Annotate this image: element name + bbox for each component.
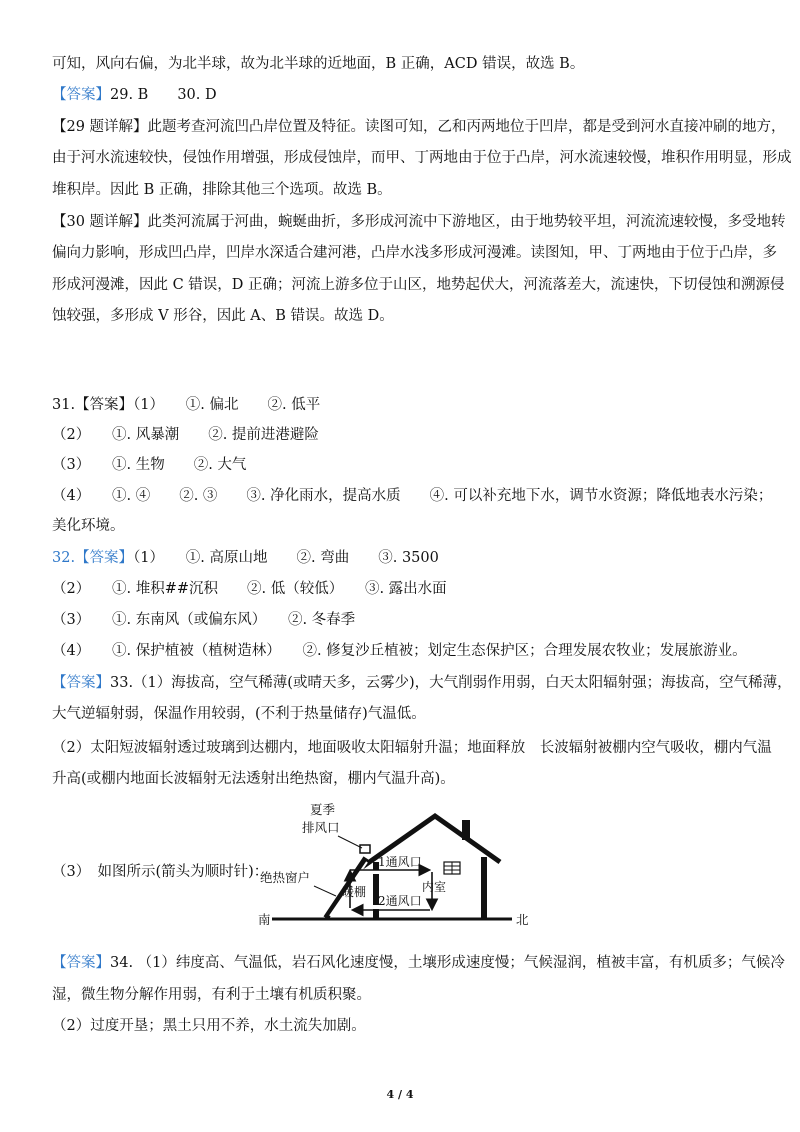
page-number: 4 / 4	[386, 1088, 414, 1101]
label-north: 北	[516, 912, 529, 927]
answer-line: 【答案】34. （1）纬度高、气温低，岩石风化速度慢，土壤形成速度慢；气候湿润，植被丰富，有机质多；气候冷	[52, 955, 785, 971]
greenhouse-diagram	[250, 800, 540, 928]
text-line: 【30 题详解】此类河流属于河曲，蜿蜒曲折，多形成河流中下游地区，由于地势较平坦，河流流速较慢，多受地转	[52, 214, 786, 230]
text-line: （4） ①. 保护植被（植树造林） ②. 修复沙丘植被；划定生态保护区；合理发展农牧业；发展旅游业。	[52, 643, 747, 659]
text-line: 【29 题详解】此题考查河流凹凸岸位置及特征。读图可知，乙和丙两地位于凹岸，都是受到河水直接冲刷的地方，	[52, 119, 786, 135]
text-line: 美化环境。	[52, 518, 125, 534]
text-line: 形成河漫滩，因此 C 错误，D 正确；河流上游多位于山区，地势起伏大，河流落差大，流速快，下切侵蚀和溯源侵	[52, 277, 785, 293]
answer-line: 【答案】29. B 30. D	[52, 87, 217, 103]
text-line: 偏向力影响，形成凹凸岸，凹岸水深适合建河港，凸岸水浅多形成河漫滩。读图知，甲、丁两地由于位于凸岸，多	[52, 245, 777, 261]
text-line: （2）过度开垦；黑土只用不养，水土流失加剧。	[52, 1018, 366, 1034]
label-summer: 夏季	[310, 802, 336, 817]
text-line: （2） ①. 堆积##沉积 ②. 低（较低） ③. 露出水面	[52, 581, 447, 597]
text-line: （3） ①. 东南风（或偏东风） ②. 冬春季	[52, 612, 356, 628]
chimney	[462, 820, 470, 840]
text-line: （2） ①. 风暴潮 ②. 提前进港避险	[52, 427, 319, 443]
answer-line: 32.【答案】（1） ①. 高原山地 ②. 弯曲 ③. 3500	[52, 550, 439, 566]
text-line: 升高(或棚内地面长波辐射无法透射出绝热窗，棚内气温升高)。	[52, 771, 455, 787]
text-line: （3） ①. 生物 ②. 大气	[52, 457, 247, 473]
label-vent-1: 1通风口	[378, 855, 422, 869]
label-exhaust-vent: 排风口	[302, 820, 340, 835]
text-line: 蚀较强，多形成 V 形谷，因此 A、B 错误。故选 D。	[52, 308, 394, 324]
label-inner-room: 内室	[422, 880, 447, 894]
text-line: 大气逆辐射弱，保温作用较弱，(不利于热量储存)气温低。	[52, 706, 426, 722]
text-line: 可知，风向右偏，为北半球，故为北半球的近地面，B 正确，ACD 错误，故选 B。	[52, 56, 585, 72]
answer-line: 【答案】33.（1）海拔高，空气稀薄(或晴天多，云雾少)，大气削弱作用弱，白天太阳辐射强；海拔高，空气稀薄，	[52, 675, 792, 691]
text-line: （4） ①. ④ ②. ③ ③. 净化雨水，提高水质 ④. 可以补充地下水，调节水资源；降低地表水污染；	[52, 488, 773, 504]
answer-line: 31.【答案】（1） ①. 偏北 ②. 低平	[52, 397, 321, 413]
label-vent-2: 2通风口	[378, 894, 422, 908]
text-line: （2）太阳短波辐射透过玻璃到达棚内，地面吸收太阳辐射升温；地面释放 长波辐射被棚内空气吸收，棚内气温	[52, 740, 772, 756]
text-line: 堆积岸。因此 B 正确，排除其他三个选项。故选 B。	[52, 182, 392, 198]
text-line: 湿，微生物分解作用弱，有利于土壤有机质积聚。	[52, 987, 371, 1003]
label-greenhouse: 暖棚	[342, 885, 367, 899]
text-line: （3） 如图所示(箭头为顺时针)：	[52, 864, 269, 880]
house-right-wall	[481, 857, 487, 919]
text-line: 由于河水流速较快，侵蚀作用增强，形成侵蚀岸，而甲、丁两地由于位于凸岸，河水流速较慢，堆积作用明显，形成	[52, 150, 792, 166]
summer-vent	[360, 845, 370, 853]
label-insulated-window: 绝热窗户	[260, 870, 311, 885]
label-south: 南	[258, 912, 271, 927]
